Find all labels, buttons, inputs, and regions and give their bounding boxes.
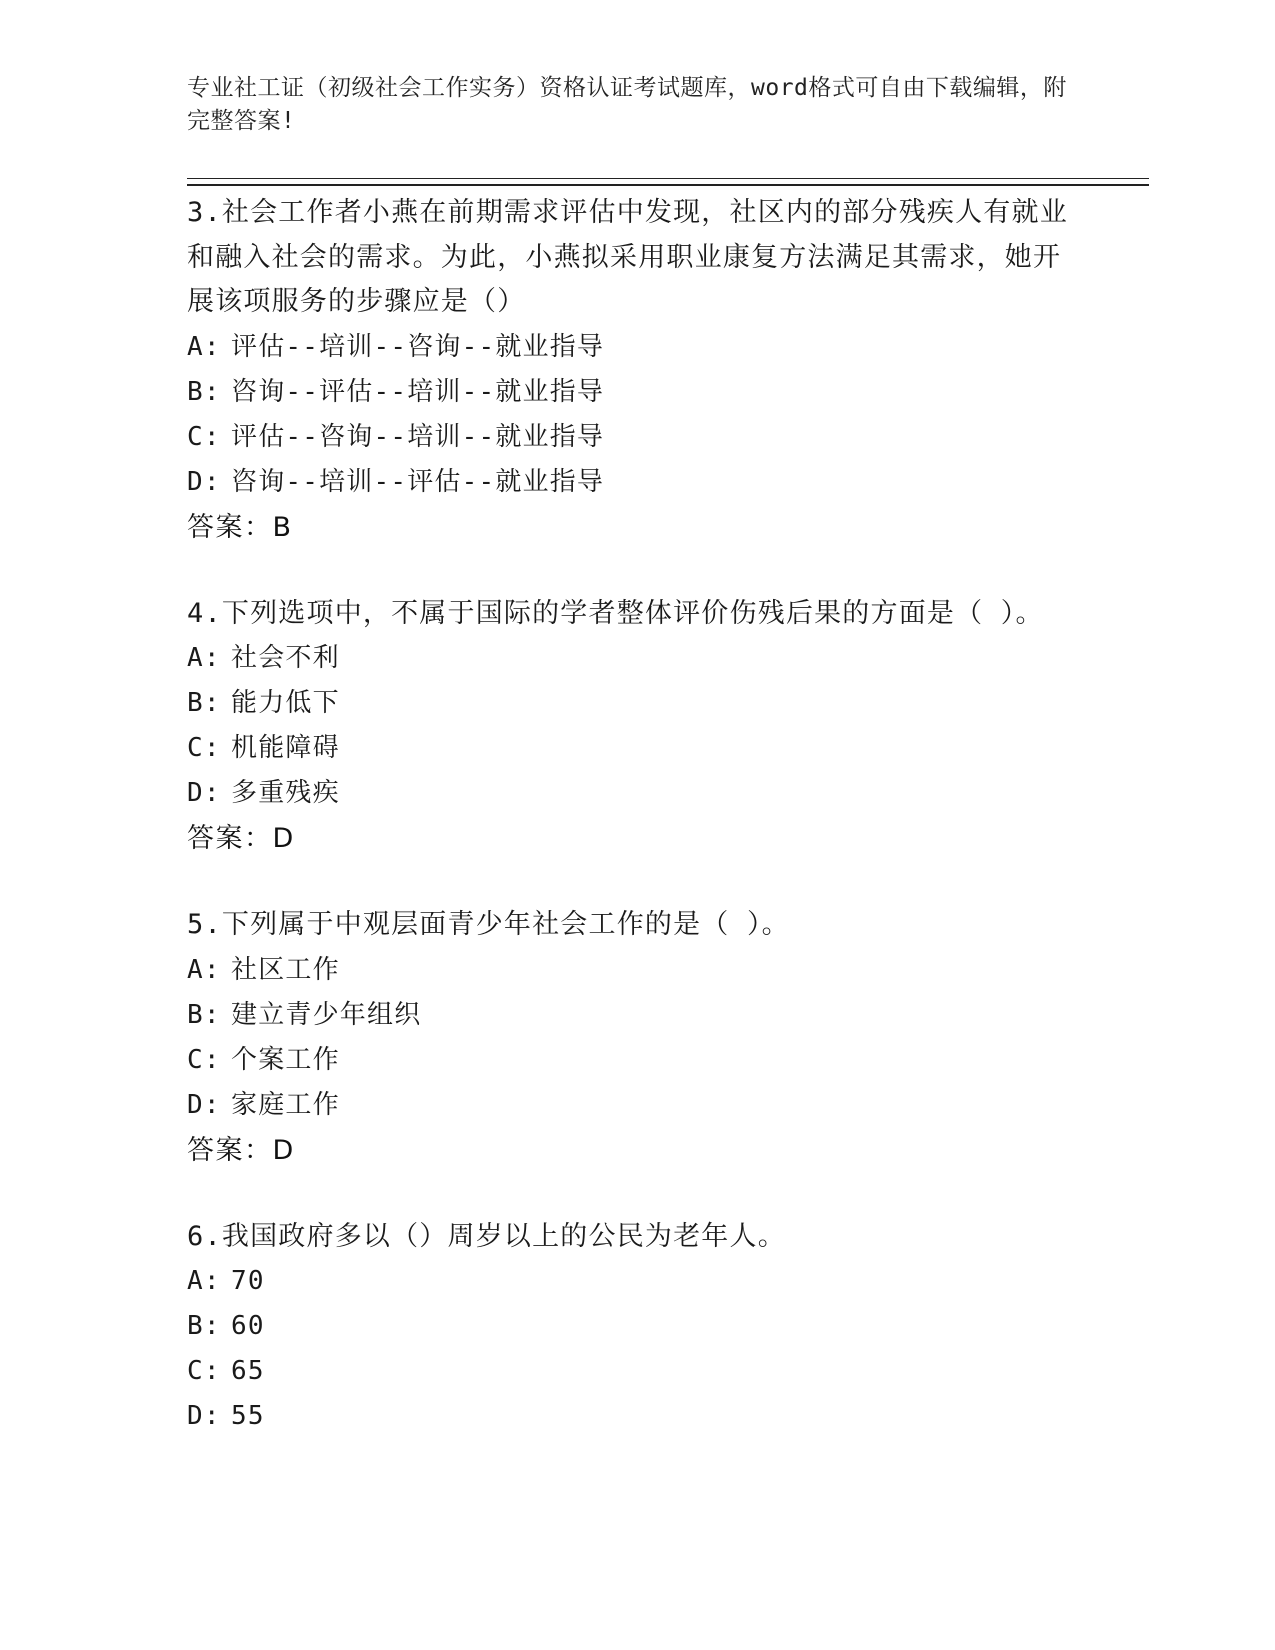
option-a — [187, 948, 1087, 993]
option-text: 咨询--评估--培训--就业指导 — [231, 376, 605, 407]
question-list — [187, 188, 1087, 1477]
option-text: 能力低下 — [231, 688, 340, 718]
option-d — [187, 1394, 1087, 1439]
option-text: 55 — [231, 1401, 265, 1431]
question-stem: 3.社会工作者小燕在前期需求评估中发现，社区内的部分残疾人有就业和融入社会的需求。为此，小燕拟采用职业康复方法满足其需求，她开展该项服务的步骤应是（） — [187, 197, 1068, 317]
option-d — [187, 460, 1087, 505]
document-header: 专业社工证（初级社会工作实务）资格认证考试题库，word格式可自由下载编辑，附完整答案! — [187, 75, 1067, 134]
option-text: 评估--培训--咨询--就业指导 — [231, 331, 605, 362]
question-6 — [187, 1212, 1087, 1440]
option-text: 社区工作 — [231, 954, 340, 985]
option-key: A: — [187, 331, 221, 362]
option-text: 70 — [231, 1266, 265, 1296]
option-key: C: — [187, 733, 221, 763]
answer-line: 答案：D — [187, 823, 295, 854]
option-key: D: — [187, 466, 221, 497]
answer-line: 答案：B — [187, 511, 293, 543]
option-key: C: — [187, 421, 221, 452]
option-b — [187, 681, 1087, 726]
option-b — [187, 370, 1087, 415]
option-key: C: — [187, 1356, 221, 1386]
option-key: D: — [187, 778, 221, 808]
option-key: C: — [187, 1044, 221, 1075]
option-text: 评估--咨询--培训--就业指导 — [231, 421, 605, 452]
option-text: 个案工作 — [231, 1044, 340, 1075]
option-key: D: — [187, 1089, 221, 1120]
question-4 — [187, 589, 1087, 863]
option-key: B: — [187, 688, 221, 718]
option-text: 社会不利 — [231, 643, 340, 673]
option-b — [187, 993, 1087, 1038]
option-c — [187, 1038, 1087, 1083]
option-text: 机能障碍 — [231, 733, 340, 763]
option-key: A: — [187, 954, 221, 985]
question-stem: 4.下列选项中，不属于国际的学者整体评价伤残后果的方面是（ ）。 — [187, 597, 1044, 629]
option-text: 家庭工作 — [231, 1089, 340, 1120]
option-key: A: — [187, 1266, 221, 1296]
option-text: 多重残疾 — [231, 778, 340, 808]
option-c — [187, 726, 1087, 771]
option-c — [187, 1349, 1087, 1394]
question-stem: 5.下列属于中观层面青少年社会工作的是（ ）。 — [187, 909, 790, 940]
option-a — [187, 325, 1087, 370]
option-key: B: — [187, 1311, 221, 1341]
answer-line: 答案：D — [187, 1134, 295, 1166]
option-text: 65 — [231, 1356, 265, 1386]
option-text: 咨询--培训--评估--就业指导 — [231, 466, 605, 497]
option-c — [187, 415, 1087, 460]
option-a — [187, 636, 1087, 681]
question-stem: 6.我国政府多以（）周岁以上的公民为老年人。 — [187, 1220, 786, 1252]
option-key: B: — [187, 999, 221, 1030]
option-a — [187, 1259, 1087, 1304]
option-text: 建立青少年组织 — [231, 999, 422, 1030]
option-text: 60 — [231, 1311, 265, 1341]
question-3 — [187, 188, 1087, 551]
option-key: A: — [187, 643, 221, 673]
option-b — [187, 1304, 1087, 1349]
option-d — [187, 1083, 1087, 1128]
option-d — [187, 771, 1087, 816]
header-double-rule — [187, 178, 1149, 186]
question-5 — [187, 900, 1087, 1174]
option-key: D: — [187, 1401, 221, 1431]
option-key: B: — [187, 376, 221, 407]
